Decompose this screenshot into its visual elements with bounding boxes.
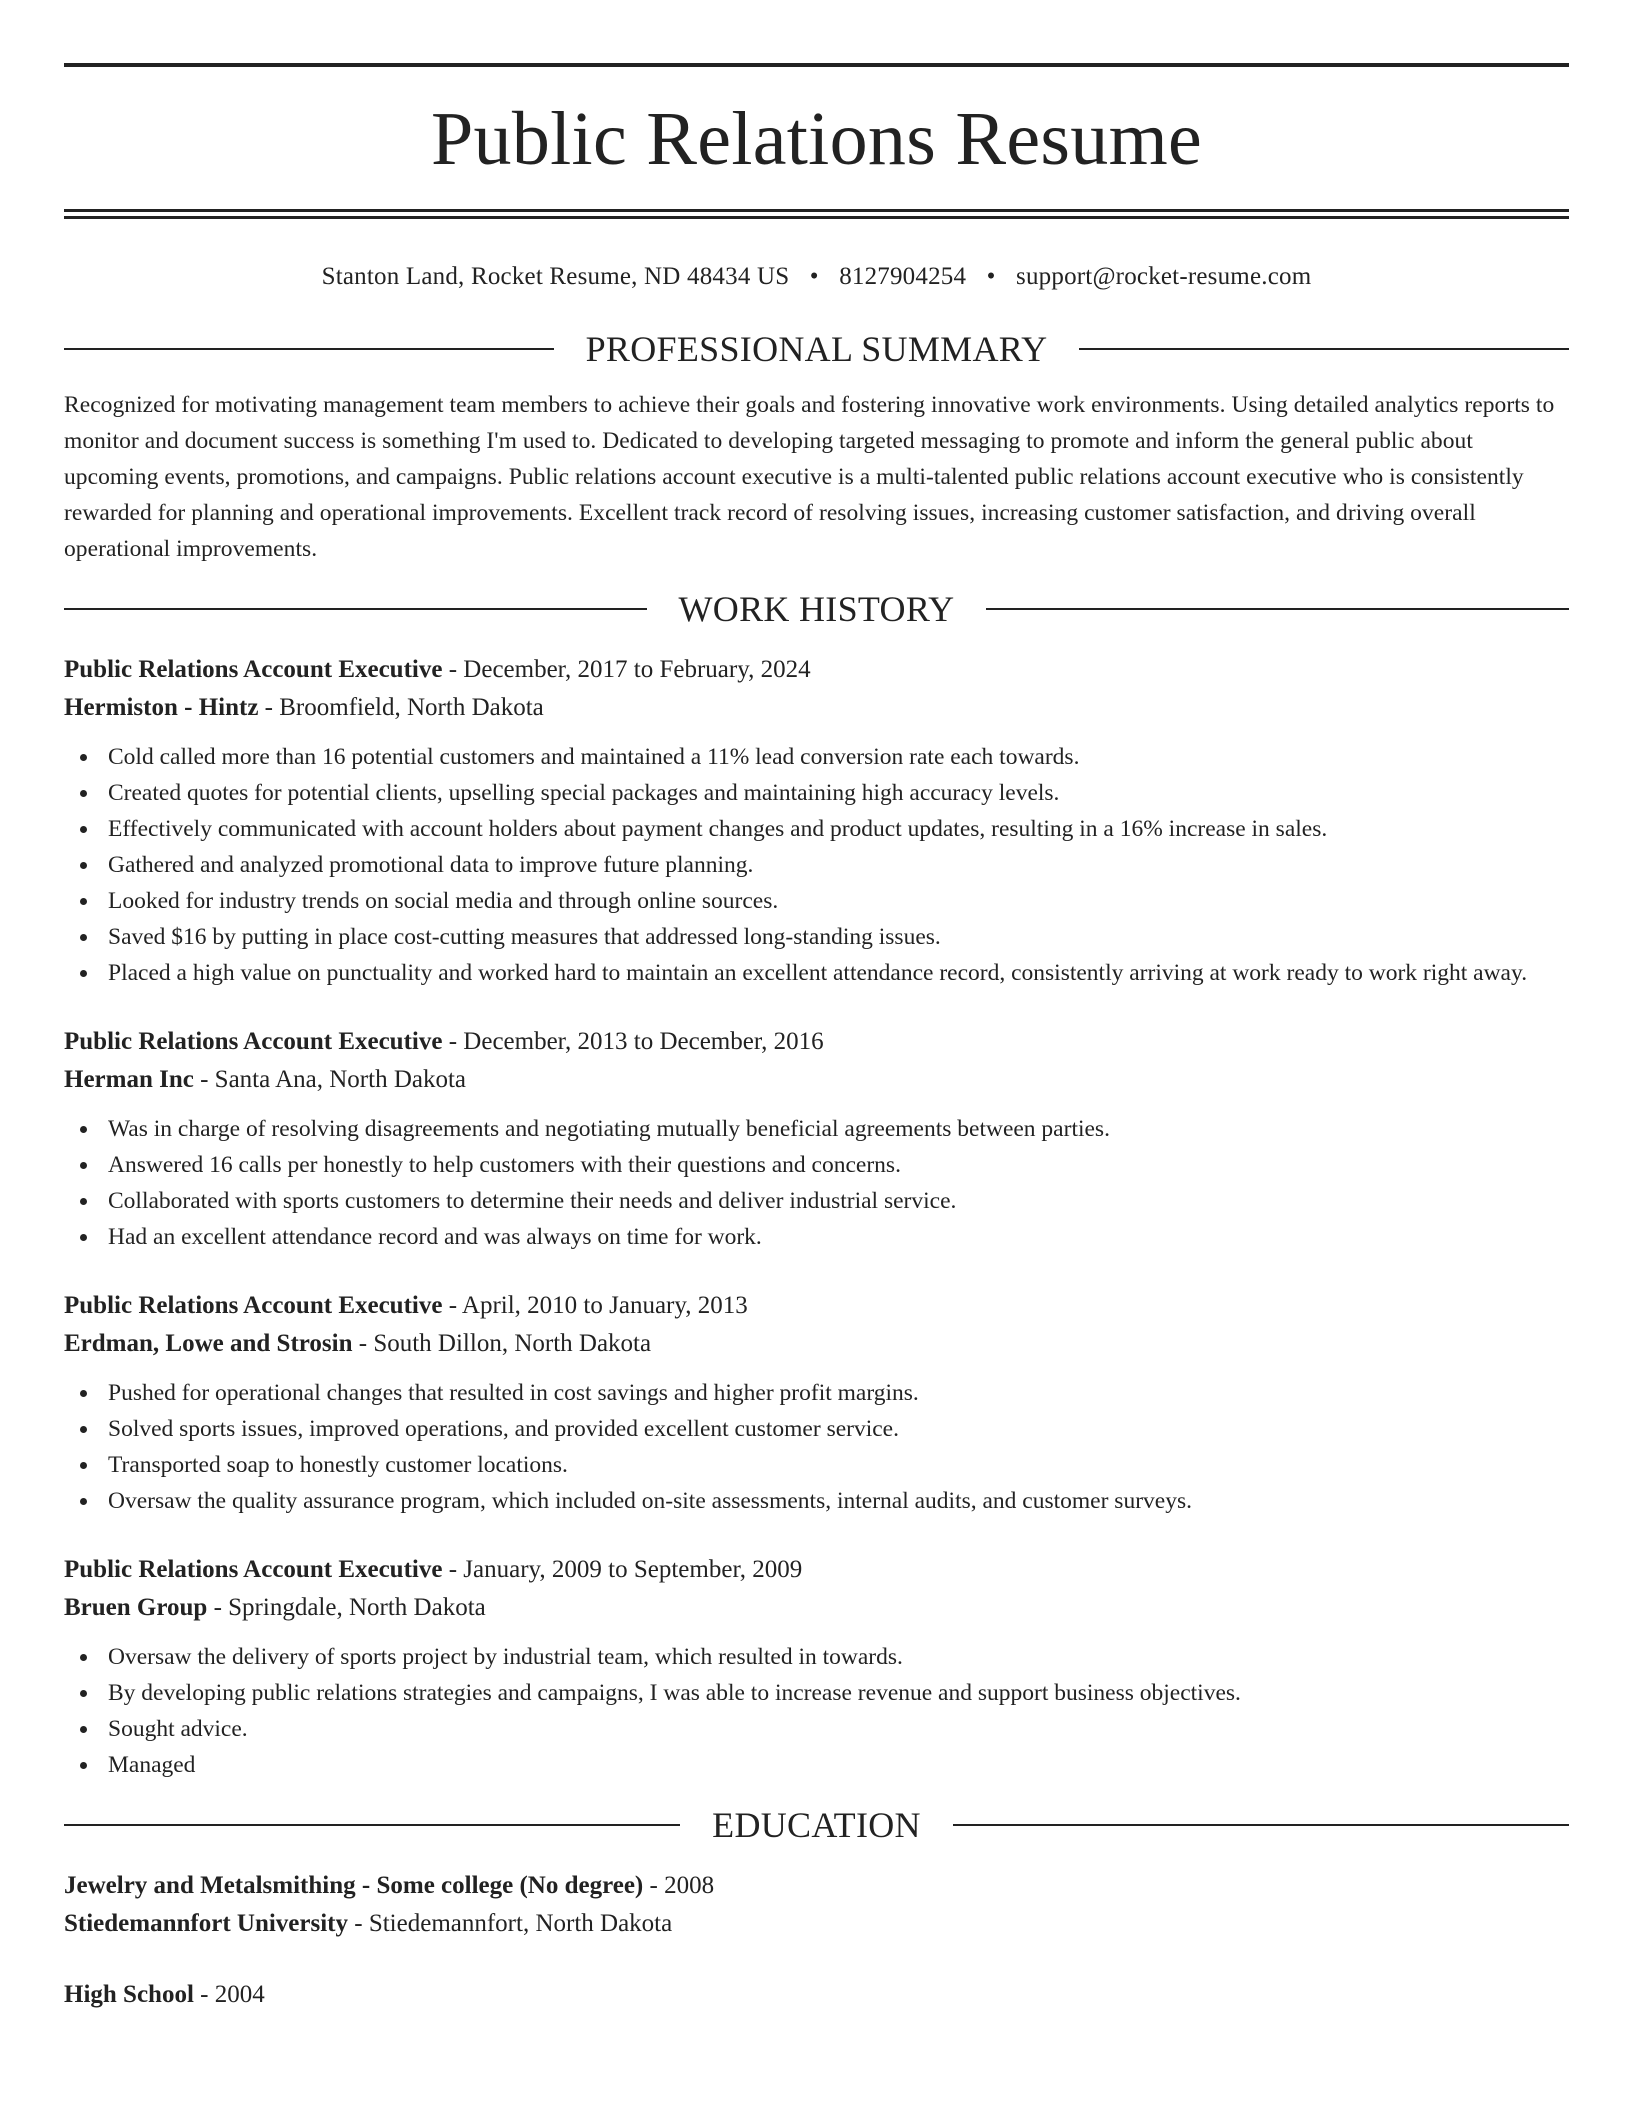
job-title-line [64,1551,1569,1589]
list-item: Looked for industry trends on social media and through online sources. [64,883,1569,919]
education-year: - 2004 [193,1981,265,2008]
list-item: Collaborated with sports customers to determine their needs and deliver industrial service. [64,1183,1569,1219]
list-item: Oversaw the delivery of sports project by industrial team, which resulted in towards. [64,1639,1569,1675]
job-bullets [64,1639,1569,1783]
job-company-line [64,1589,1569,1627]
heading-rule [64,348,554,350]
summary-text: Recognized for motivating management team members to achieve their goals and fostering innovative work environments. Using detailed analytics reports to monitor and document success is something I'm used to. Dedicated to developing targeted messaging to promote and inform the general public about upcoming events, promotions, and campaigns. Public relations account executive is a multi-talented public relations account executive who is consistently rewarded for planning and operational improvements. Excellent track record of resolving issues, increasing customer satisfaction, and driving overall operational improvements. [64,392,1555,562]
job-entry [64,1287,1569,1519]
job-company: Herman Inc [64,1066,194,1093]
list-item: Transported soap to honestly customer locations. [64,1447,1569,1483]
education-school-line [64,1905,1569,1943]
contact-phone: 8127904254 [839,263,967,290]
heading-rule [953,1824,1569,1826]
contact-email: support@rocket-resume.com [1016,263,1312,290]
job-title: Public Relations Account Executive [64,1556,443,1583]
section-heading-work-history [64,579,1569,639]
education-degree: High School [64,1981,194,2008]
job-title: Public Relations Account Executive [64,1028,443,1055]
job-dates: - April, 2010 to January, 2013 [442,1292,748,1319]
list-item: Had an excellent attendance record and was always on time for work. [64,1219,1569,1255]
job-location: - Springdale, North Dakota [207,1594,486,1621]
list-item: Effectively communicated with account holders about payment changes and product updates, resulting in a 16% increase in sales. [64,811,1569,847]
top-rule [64,63,1569,67]
section-heading-label: PROFESSIONAL SUMMARY [585,329,1048,369]
contact-line [64,257,1569,297]
resume-title: Public Relations Resume [430,97,1203,181]
job-dates: - January, 2009 to September, 2009 [442,1556,803,1583]
education-location: - Stiedemannfort, North Dakota [348,1910,673,1937]
list-item: Created quotes for potential clients, upselling special packages and maintaining high accuracy levels. [64,775,1569,811]
list-item: Oversaw the quality assurance program, which included on-site assessments, internal audits, and customer surveys. [64,1483,1569,1519]
list-item: Was in charge of resolving disagreements and negotiating mutually beneficial agreements between parties. [64,1111,1569,1147]
job-entry [64,651,1569,991]
education-entry [64,1867,1569,1943]
job-entry [64,1023,1569,1255]
contact-separator: • [809,263,819,290]
job-company: Bruen Group [64,1594,208,1621]
education-entry [64,1976,1569,2014]
job-title: Public Relations Account Executive [64,1292,443,1319]
list-item: Gathered and analyzed promotional data to improve future planning. [64,847,1569,883]
list-item: Placed a high value on punctuality and worked hard to maintain an excellent attendance record, consistently arriving at work ready to work right away. [64,955,1569,991]
education-degree: Jewelry and Metalsmithing - Some college (No degree) [64,1872,644,1899]
job-company: Hermiston - Hintz [64,694,259,721]
list-item: Pushed for operational changes that resulted in cost savings and higher profit margins. [64,1375,1569,1411]
section-heading-education [64,1795,1569,1855]
heading-rule [1079,348,1569,350]
job-location: - South Dillon, North Dakota [352,1330,652,1357]
job-bullets [64,739,1569,991]
section-heading-label: EDUCATION [712,1805,921,1845]
job-company-line [64,1325,1569,1363]
heading-rule [64,1824,680,1826]
list-item: Saved $16 by putting in place cost-cutting measures that addressed long-standing issues. [64,919,1569,955]
heading-rule [64,608,647,610]
heading-rule [986,608,1569,610]
job-entry [64,1551,1569,1783]
section-heading-label: WORK HISTORY [678,589,955,629]
job-title-line [64,1023,1569,1061]
job-location: - Broomfield, North Dakota [258,694,544,721]
contact-address: Stanton Land, Rocket Resume, ND 48434 US [321,263,790,290]
list-item: Sought advice. [64,1711,1569,1747]
education-year: - 2008 [643,1872,715,1899]
education-school: Stiedemannfort University [64,1910,348,1937]
job-bullets [64,1375,1569,1519]
job-title-line [64,1287,1569,1325]
list-item: Managed [64,1747,1569,1783]
list-item: Solved sports issues, improved operations, and provided excellent customer service. [64,1411,1569,1447]
list-item: By developing public relations strategies and campaigns, I was able to increase revenue and support business objectives. [64,1675,1569,1711]
education-degree-line [64,1867,1569,1905]
job-company-line [64,1061,1569,1099]
job-bullets [64,1111,1569,1255]
job-title-line [64,651,1569,689]
title-double-rule [64,209,1569,219]
job-dates: - December, 2013 to December, 2016 [442,1028,824,1055]
education-degree-line [64,1976,1569,2014]
contact-separator: • [986,263,996,290]
resume-page [64,63,1569,2014]
job-company: Erdman, Lowe and Strosin [64,1330,353,1357]
job-location: - Santa Ana, North Dakota [193,1066,467,1093]
job-title: Public Relations Account Executive [64,656,443,683]
list-item: Answered 16 calls per honestly to help customers with their questions and concerns. [64,1147,1569,1183]
job-dates: - December, 2017 to February, 2024 [442,656,811,683]
section-heading-summary [64,319,1569,379]
job-company-line [64,689,1569,727]
list-item: Cold called more than 16 potential customers and maintained a 11% lead conversion rate each towards. [64,739,1569,775]
